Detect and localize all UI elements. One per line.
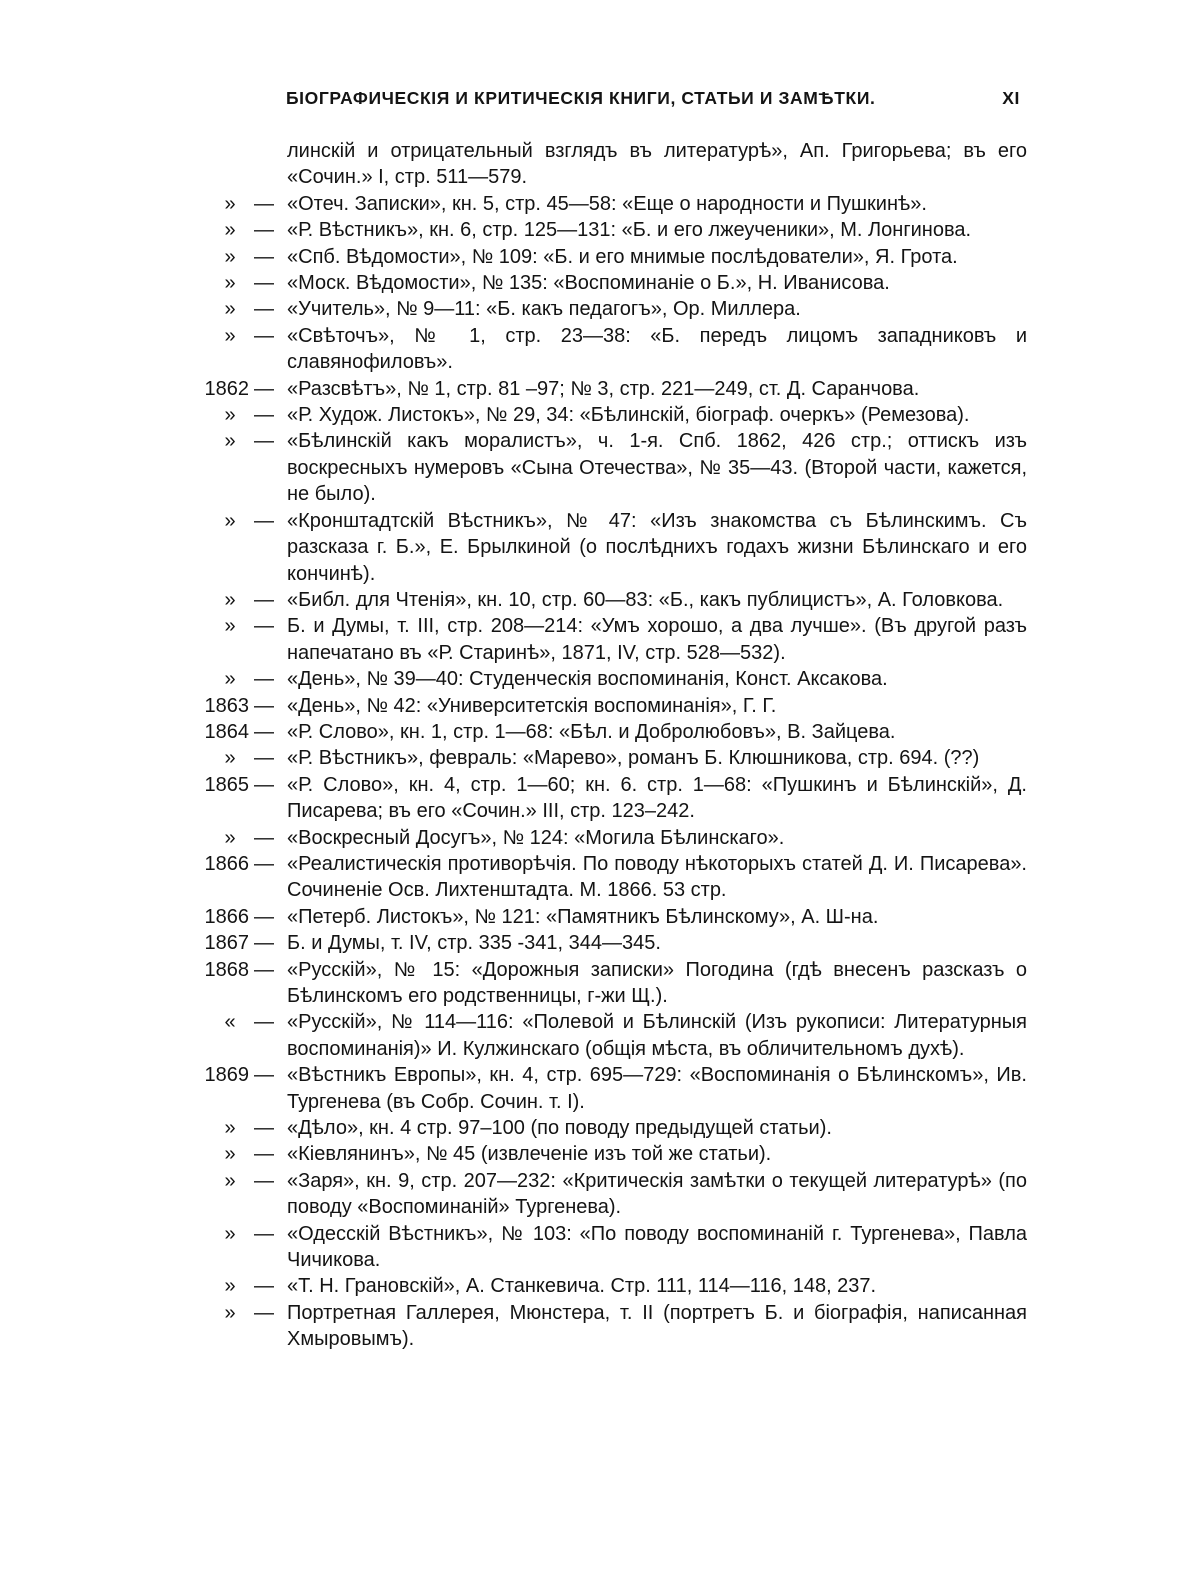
bibliography-entry	[0, 719, 1027, 745]
entry-dash: —	[254, 932, 274, 955]
entry-text: «Русскій», № 15: «Дорожныя записки» Погодина (гдѣ внесенъ разсказъ о Бѣлинскомъ его родственницы, г-жи Щ.).	[287, 958, 1027, 1007]
entry-year: 1863	[204, 694, 249, 717]
ditto-mark: »	[224, 324, 236, 347]
entry-dash: —	[254, 272, 274, 295]
entry-year: 1865	[204, 773, 249, 796]
bibliography-entry	[0, 376, 1027, 402]
entry-text: «Отеч. Записки», кн. 5, стр. 45—58: «Еще о народности и Пушкинѣ».	[287, 192, 927, 215]
entry-dash: —	[254, 1143, 274, 1166]
bibliography-entry	[0, 930, 1027, 956]
bibliography-entry	[0, 904, 1027, 930]
bibliography-entry	[0, 666, 1027, 692]
bibliography-entry	[0, 428, 1027, 507]
bibliography-entry	[0, 772, 1027, 825]
entry-dash: —	[254, 720, 274, 743]
entry-text: «Р. Вѣстникъ», февраль: «Марево», романъ Б. Клюшникова, стр. 694. (??)	[287, 747, 980, 770]
ditto-mark: »	[224, 219, 236, 242]
entry-text: «День», № 39—40: Студенческія воспоминанія, Конст. Аксакова.	[287, 668, 888, 691]
bibliography-entry	[0, 825, 1027, 851]
entry-dash: —	[254, 509, 274, 532]
bibliography-entry	[0, 1221, 1027, 1274]
entry-text: «Заря», кн. 9, стр. 207—232: «Критическія замѣтки о текущей литературѣ» (по поводу «Воспоминаній» Тургенева).	[287, 1169, 1027, 1219]
ditto-mark: »	[224, 245, 236, 268]
bibliography-entry	[0, 191, 1027, 217]
entry-dash: —	[254, 1222, 274, 1245]
entry-text: «Реалистическія противорѣчія. По поводу нѣкоторыхъ статей Д. И. Писарева». Сочиненіе Осв. Лихтенштадта. М. 1866. 53 стр.	[287, 852, 1027, 902]
entry-year: 1869	[204, 1064, 249, 1087]
bibliography-entry	[0, 508, 1027, 587]
entry-text: «Спб. Вѣдомости», № 109: «Б. и его мнимые послѣдователи», Я. Грота.	[287, 245, 958, 268]
ditto-mark: »	[224, 298, 236, 321]
entry-text: Б. и Думы, т. IV, стр. 335 -341, 344—345.	[287, 932, 661, 955]
ditto-mark: »	[224, 826, 236, 849]
entry-text: линскій и отрицательный взглядъ въ литературѣ», Ап. Григорьева; въ его «Сочин.» I, стр. 511—579.	[287, 140, 1027, 189]
bibliography-entry	[0, 270, 1027, 296]
entry-year: 1867	[204, 932, 249, 955]
entry-dash: —	[254, 1064, 274, 1087]
entry-text: «Разсвѣтъ», № 1, стр. 81 –97; № 3, стр. 221—249, ст. Д. Саранчова.	[287, 377, 920, 400]
entry-text: «Кронштадтскій Вѣстникъ», № 47: «Изъ знакомства съ Бѣлинскимъ. Съ разсказа г. Б.», Е. Брылкиной (о послѣднихъ годахъ жизни Бѣлинскаго и его кончинѣ).	[287, 509, 1027, 585]
entry-text: «Р. Худож. Листокъ», № 29, 34: «Бѣлинскій, біограф. очеркъ» (Ремезова).	[287, 404, 970, 427]
entry-text: «Учитель», № 9—11: «Б. какъ педагогъ», Ор. Миллера.	[287, 298, 801, 321]
entry-text: «День», № 42: «Университетскія воспоминанія», Г. Г.	[287, 694, 777, 717]
bibliography-entry	[0, 1141, 1027, 1167]
entry-text: «Одесскій Вѣстникъ», № 103: «По поводу воспоминаній г. Тургенева», Павла Чичикова.	[287, 1222, 1027, 1272]
bibliography-entry	[0, 138, 1027, 191]
bibliography-entry	[0, 957, 1027, 1010]
entry-text: «Т. Н. Грановскій», А. Станкевича. Стр. 111, 114—116, 148, 237.	[287, 1275, 877, 1298]
bibliography-entry	[0, 323, 1027, 376]
entry-text: «Дѣло», кн. 4 стр. 97–100 (по поводу предыдущей статьи).	[287, 1117, 832, 1140]
bibliography-entry	[0, 217, 1027, 243]
entry-text: Портретная Галлерея, Мюнстера, т. II (портретъ Б. и біографія, написанная Хмыровымъ).	[287, 1301, 1027, 1351]
entry-dash: —	[254, 747, 274, 770]
entry-dash: —	[254, 219, 274, 242]
bibliography-entry	[0, 402, 1027, 428]
entry-dash: —	[254, 588, 274, 611]
bibliography-entry	[0, 296, 1027, 322]
ditto-mark: »	[224, 615, 236, 638]
entry-dash: —	[254, 905, 274, 928]
entry-year: 1866	[204, 905, 249, 928]
entry-year: 1868	[204, 958, 249, 981]
entry-dash: —	[254, 1169, 274, 1192]
ditto-mark: »	[224, 1169, 236, 1192]
entry-year: 1862	[204, 377, 249, 400]
entry-dash: —	[254, 826, 274, 849]
ditto-mark: «	[224, 1011, 236, 1034]
entry-text: «Р. Слово», кн. 4, стр. 1—60; кн. 6. стр. 1—68: «Пушкинъ и Бѣлинскій», Д. Писарева; въ его «Сочин.» III, стр. 123–242.	[287, 773, 1027, 823]
page-header-title: БІОГРАФИЧЕСКІЯ И КРИТИЧЕСКІЯ КНИГИ, СТАТЬИ И ЗАМѢТКИ.	[286, 88, 876, 108]
ditto-mark: »	[224, 272, 236, 295]
entry-year: 1866	[204, 852, 249, 875]
entry-dash: —	[254, 298, 274, 321]
bibliography-entry	[0, 244, 1027, 270]
entry-dash: —	[254, 1275, 274, 1298]
entry-dash: —	[254, 377, 274, 400]
bibliography-entry	[0, 1062, 1027, 1115]
ditto-mark: »	[224, 1143, 236, 1166]
entry-year: 1864	[204, 720, 249, 743]
entry-dash: —	[254, 694, 274, 717]
entry-text: «Петерб. Листокъ», № 121: «Памятникъ Бѣлинскому», А. Ш-на.	[287, 905, 879, 928]
ditto-mark: »	[224, 1117, 236, 1140]
ditto-mark: »	[224, 404, 236, 427]
bibliography-entry	[0, 1273, 1027, 1299]
ditto-mark: »	[224, 588, 236, 611]
entry-dash: —	[254, 1117, 274, 1140]
bibliography-entry	[0, 1168, 1027, 1221]
ditto-mark: »	[224, 192, 236, 215]
entry-dash: —	[254, 958, 274, 981]
entry-dash: —	[254, 245, 274, 268]
entry-text: Б. и Думы, т. III, стр. 208—214: «Умъ хорошо, а два лучше». (Въ другой разъ напечатано въ «Р. Старинѣ», 1871, IV, стр. 528—532).	[287, 615, 1027, 664]
ditto-mark: »	[224, 1275, 236, 1298]
entry-text: «Воскресный Досугъ», № 124: «Могила Бѣлинскаго».	[287, 826, 785, 849]
bibliography-list	[0, 138, 1191, 1353]
entry-dash: —	[254, 404, 274, 427]
bibliography-entry	[0, 1009, 1027, 1062]
entry-dash: —	[254, 192, 274, 215]
entry-text: «Кіевлянинъ», № 45 (извлеченіе изъ той же статьи).	[287, 1143, 772, 1166]
bibliography-entry	[0, 851, 1027, 904]
bibliography-entry	[0, 1300, 1027, 1353]
entry-text: «Моск. Вѣдомости», № 135: «Воспоминаніе о Б.», Н. Иванисова.	[287, 272, 890, 295]
entry-dash: —	[254, 324, 274, 347]
ditto-mark: »	[224, 509, 236, 532]
bibliography-entry	[0, 693, 1027, 719]
entry-dash: —	[254, 668, 274, 691]
ditto-mark: »	[224, 668, 236, 691]
entry-text: «Библ. для Чтенія», кн. 10, стр. 60—83: «Б., какъ публицистъ», А. Головкова.	[287, 588, 1004, 611]
bibliography-entry	[0, 1115, 1027, 1141]
entry-text: «Русскій», № 114—116: «Полевой и Бѣлинскій (Изъ рукописи: Литературныя воспоминанія)» И. Кулжинскаго (общія мѣста, въ обличительномъ духѣ).	[287, 1011, 1027, 1060]
ditto-mark: »	[224, 1301, 236, 1324]
entry-dash: —	[254, 852, 274, 875]
bibliography-entry	[0, 745, 1027, 771]
entry-text: «Р. Вѣстникъ», кн. 6, стр. 125—131: «Б. и его лжеученики», М. Лонгинова.	[287, 219, 972, 242]
running-header	[286, 88, 1026, 109]
entry-dash: —	[254, 1011, 274, 1034]
bibliography-entry	[0, 613, 1027, 666]
entry-dash: —	[254, 1301, 274, 1324]
entry-text: «Свѣточъ», № 1, стр. 23—38: «Б. передъ лицомъ западниковъ и славянофиловъ».	[287, 324, 1027, 374]
entry-dash: —	[254, 615, 274, 638]
ditto-mark: »	[224, 747, 236, 770]
entry-text: «Бѣлинскій какъ моралистъ», ч. 1-я. Спб. 1862, 426 стр.; оттискъ изъ воскресныхъ нумеровъ «Сына Отечества», № 35—43. (Второй части, кажется, не было).	[287, 430, 1027, 506]
page-number: XI	[1002, 88, 1020, 108]
entry-text: «Вѣстникъ Европы», кн. 4, стр. 695—729: «Воспоминанія о Бѣлинскомъ», Ив. Тургенева (въ Собр. Сочин. т. I).	[287, 1064, 1027, 1113]
entry-dash: —	[254, 773, 274, 796]
ditto-mark: »	[224, 430, 236, 453]
ditto-mark: »	[224, 1222, 236, 1245]
entry-dash: —	[254, 430, 274, 453]
bibliography-entry	[0, 587, 1027, 613]
entry-text: «Р. Слово», кн. 1, стр. 1—68: «Бѣл. и Добролюбовъ», В. Зайцева.	[287, 720, 896, 743]
